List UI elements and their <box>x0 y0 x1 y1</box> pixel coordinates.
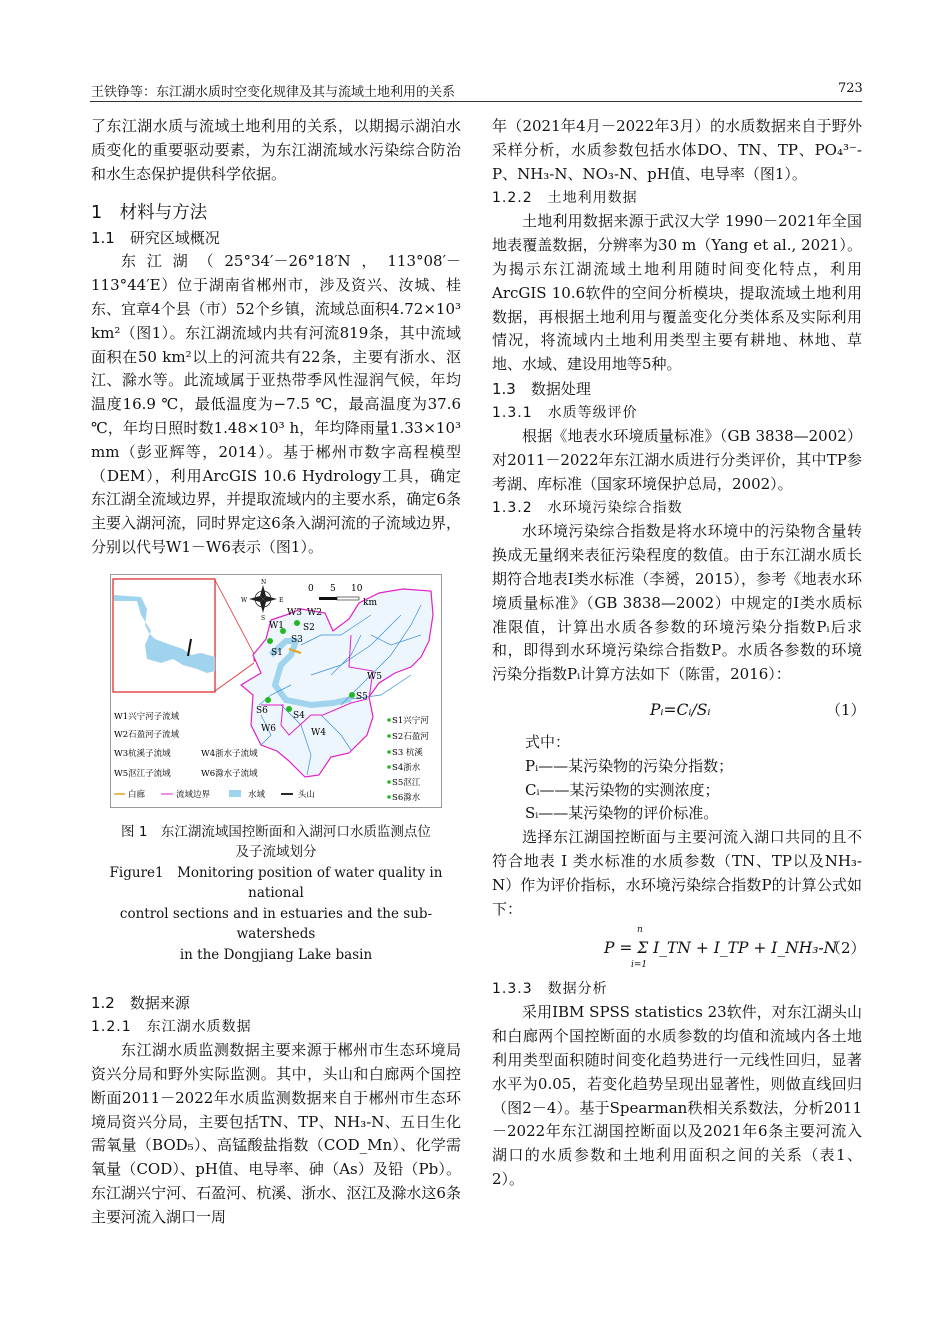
legend-subbasins <box>114 711 258 779</box>
running-title: 王铁铮等：东江湖水质时空变化规律及其与流域土地利用的关系 <box>91 85 456 100</box>
legend-s1: S1兴宁河 <box>392 715 429 726</box>
legend-w4: W4浙水子流域 <box>201 748 258 759</box>
legend-water: 水域 <box>248 789 266 800</box>
grade-paragraph: 根据《地表水环境质量标准》（GB 3838—2002）对2011－2022年东江湖水质进行分类评价，其中TP参考湖、库标准（国家环境保护总局，2002）。 <box>492 426 862 493</box>
inset-frame <box>113 579 215 692</box>
intro-paragraph: 了东江湖水质与流域土地利用的关系，以期揭示湖泊水质变化的重要驱动要素，为东江湖流域水污染综合防治和水生态保护提供科学依据。 <box>91 117 461 183</box>
definition-p: Pᵢ——某污染物的污染分指数； <box>525 756 734 775</box>
equation-1: Pᵢ=Cᵢ/Sᵢ <box>650 700 711 719</box>
figure-1-map <box>110 574 442 808</box>
label-s2: S2 <box>303 622 315 633</box>
legend-s5: S5沤江 <box>392 777 421 788</box>
figure-caption-en-1: Figure1 Monitoring position of water quality in national <box>109 864 443 902</box>
compass-n: N <box>261 578 267 586</box>
left-column <box>91 115 461 1230</box>
land-use-paragraph: 土地利用数据来源于武汉大学 1990－2021年全国地表覆盖数据，分辨率为30 m（Yang et al., 2021）。为揭示东江湖流域土地利用随时间变化特点，利用ArcGIS 10.6软件的空间分析模块，提取流域土地利用数据，再根据土地利用与覆盖变化分类体系及实际利用情况，将流域内土地利用类型主要有耕地、林地、草地、水域、建设用地等5种。 <box>492 212 862 374</box>
section-heading-1-1: 1.1 研究区域概况 <box>91 229 220 248</box>
where-label: 式中： <box>525 732 571 751</box>
label-s3: S3 <box>291 634 303 645</box>
study-area-paragraph: 东江湖（25°34′－26°18′N，113°08′－113°44′E）位于湖南省郴州市，涉及资兴、汝城、桂东、宜章4个县（市）52个乡镇，流域总面积4.72×10³ km²（图1）。东江湖流域内共有河流819条，其中流域面积在50 km²以上的河流共有22条，主要有浙水、沤江、滁水等。此流域属于亚热带季风性湿润气候，年均温度16.9 ℃，最低温度为−7.5 ℃，最高温度为37.6 ℃，年均日照时数1.48×10³ h，年均降雨量1.33×10³ mm（彭亚辉等，2014）。基于郴州市数字高程模型（DEM），利用ArcGIS 10.6 Hydrology工具，确定东江湖全流域边界，并提取流域内的主要水系，确定6条主要入湖河流，同时界定这6条入湖河流的子流域边界，分别以代号W1－W6表示（图1）。 <box>91 252 461 556</box>
section-heading-1-3-2: 1.3.2 水环境污染综合指数 <box>492 500 683 517</box>
figure-caption-en-2: control sections and in estuaries and the sub-watersheds <box>119 905 433 943</box>
compass-e: E <box>279 596 284 604</box>
label-w3: W3 <box>287 607 302 618</box>
page-number: 723 <box>838 81 863 96</box>
legend-w5: W5沤江子流域 <box>114 768 171 779</box>
continued-paragraph: 年（2021年4月－2022年3月）的水质数据来自于野外采样分析，水质参数包括水体DO、TN、TP、PO₄³⁻-P、NH₃-N、NO₃-N、pH值、电导率（图1）。 <box>492 117 862 183</box>
scale-10: 10 <box>351 583 363 594</box>
section-heading-1: 1 材料与方法 <box>91 203 208 224</box>
equation-2-sum-lower: i=1 <box>631 960 648 971</box>
label-w4: W4 <box>311 727 326 738</box>
definition-s: Sᵢ——某污染物的评价标准。 <box>525 804 719 823</box>
section-heading-1-3-3: 1.3.3 数据分析 <box>492 981 608 998</box>
legend-bailang: 白廊 <box>128 789 146 800</box>
section-heading-1-2: 1.2 数据来源 <box>91 994 190 1013</box>
legend-w3: W3杭溪子流域 <box>114 748 171 759</box>
legend-toushan: 头山 <box>298 789 316 800</box>
figure-caption-cn-2: 及子流域划分 <box>235 844 317 861</box>
section-heading-1-2-2: 1.2.2 土地利用数据 <box>492 190 638 207</box>
water-quality-data-paragraph: 东江湖水质监测数据主要来源于郴州市生态环境局资兴分局和野外实际监测。其中，头山和白廊两个国控断面2011－2022年水质监测数据来自于郴州市生态环境局资兴分局，主要包括TN、TP、NH₃-N、五日生化需氧量（BOD₅）、高锰酸盐指数（COD_Mn）、化学需氧量（COD）、pH值、电导率、砷（As）及铅（Pb）。东江湖兴宁河、石盈河、杭溪、浙水、沤江及滁水这6条主要河流入湖口一周 <box>91 1041 461 1226</box>
header-rule <box>90 101 862 102</box>
equation-2-sum-upper: n <box>637 925 643 936</box>
label-s6: S6 <box>256 705 268 716</box>
equation-2-row <box>492 925 866 973</box>
scale-unit: km <box>363 597 377 608</box>
analysis-paragraph: 采用IBM SPSS statistics 23软件，对东江湖头山和白廊两个国控断面的水质参数的均值和流域内各土地利用类型面积随时间变化趋势进行一元线性回归，显著水平为0.05，若变化趋势呈现出显著性，则做直线回归（图2－4）。基于Spearman秩相关系数法，分析2011－2022年东江湖国控断面以及2021年6条主要河流入湖口的水质参数和土地利用面积之间的关系（表1、2）。 <box>492 1003 862 1188</box>
legend-lines <box>114 789 315 800</box>
label-w2: W2 <box>307 607 322 618</box>
index-paragraph: 水环境污染综合指数是将水环境中的污染物含量转换成无量纲来表征污染程度的数值。由于东江湖水质长期符合地表I类水标准（李赟，2015），参考《地表水环境质量标准》（GB 3838—2002）中规定的I类水质标准限值，计算出水质各参数的环境污染分指数Pᵢ后求和，即得到水环境污染综合指数P。水质各参数的环境污染分指数Pᵢ计算方法如下（陈雷，2016）： <box>492 522 862 684</box>
legend-sites <box>387 715 429 803</box>
legend-boundary: 流域边界 <box>176 789 211 800</box>
right-column <box>492 115 866 1192</box>
label-w1: W1 <box>269 620 284 631</box>
figure-caption-cn-1: 图 1 东江湖流域国控断面和入湖河口水质监测点位 <box>121 823 431 840</box>
equation-2-number: （2） <box>826 939 866 958</box>
compass-s: S <box>261 614 266 622</box>
definition-c: Cᵢ——某污染物的实测浓度； <box>525 780 720 799</box>
legend-s2: S2石盈河 <box>392 731 429 742</box>
scale-0: 0 <box>308 583 314 594</box>
compass-rose <box>249 585 277 613</box>
legend-s4: S4浙水 <box>392 762 421 773</box>
legend-w2: W2石盈河子流域 <box>114 729 180 740</box>
legend-s6: S6滁水 <box>392 792 421 803</box>
section-heading-1-2-1: 1.2.1 东江湖水质数据 <box>91 1019 252 1036</box>
map-graphic <box>111 575 441 807</box>
section-heading-1-3-1: 1.3.1 水质等级评价 <box>492 404 638 421</box>
section-heading-1-3: 1.3 数据处理 <box>492 379 591 398</box>
legend-w1: W1兴宁河子流域 <box>114 711 180 722</box>
label-w6: W6 <box>261 723 276 734</box>
scale-5: 5 <box>330 583 336 594</box>
label-s4: S4 <box>293 710 305 721</box>
scale-bar <box>319 597 359 600</box>
label-s1: S1 <box>271 647 283 658</box>
legend-s3: S3 杭溪 <box>392 747 423 758</box>
equation-1-row <box>492 697 866 727</box>
legend-w6: W6滁水子流域 <box>201 768 258 779</box>
label-w5: W5 <box>367 671 382 682</box>
equation-1-number: （1） <box>826 700 866 719</box>
label-s5: S5 <box>356 691 368 702</box>
equation-2: P = Σ I_TN + I_TP + I_NH₃-N <box>604 939 838 958</box>
selection-paragraph: 选择东江湖国控断面与主要河流入湖口共同的且不符合地表 I 类水标准的水质参数（TN、TP以及NH₃-N）作为评价指标，水环境污染综合指数P的计算公式如下： <box>492 828 862 918</box>
compass-w: W <box>241 596 248 604</box>
figure-caption-en-3: in the Dongjiang Lake basin <box>179 946 373 963</box>
